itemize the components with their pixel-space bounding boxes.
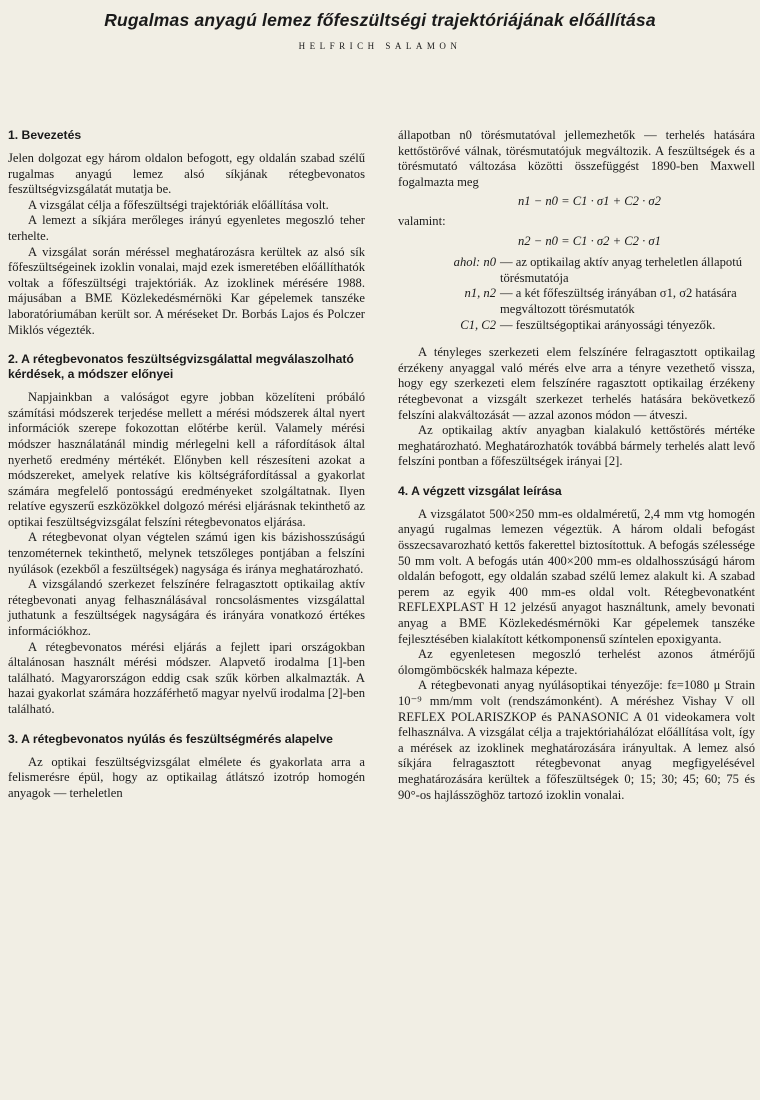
paragraph: Az egyenletesen megoszló terhelést azonos átmérőjű ólomgömböcskék halmaza képezte. bbox=[398, 647, 755, 677]
def-body: — az optikailag aktív anyag terheletlen állapotú törésmutatója bbox=[500, 255, 742, 285]
paragraph: A lemezt a síkjára merőleges irányú egyenletes megoszló teher terhelte. bbox=[8, 213, 365, 243]
paragraph: A vizsgálat célja a főfeszültségi trajektóriák előállítása volt. bbox=[28, 197, 329, 212]
paragraph: A rétegbevonat olyan végtelen számú igen kis bázishosszúságú tenzométernek tekinthető, melynek tetszőleges pontjában a felszíni nyúlások (ezekből a feszültségek) nagysága és iránya meghatározható. bbox=[8, 530, 365, 576]
section-heading-1: 1. Bevezetés bbox=[8, 128, 82, 142]
def-term: n1, n2 bbox=[464, 286, 496, 301]
paragraph: A vizsgálatot 500×250 mm-es oldalméretű, 2,4 mm vtg homogén anyagú rugalmas lemezen végeztük. A három oldali befogást összecsavarozható kettős fakerettel biztosítottuk. A befogás szélessége 50 mm volt. A befogás után 400×200 mm-es oldalhosszúságú három oldalán befogott, egy oldalán szabad szélű lemez alakult ki. A szabad perem az egyik 400 mm-es oldal volt. Rétegbevonatként REFLEXPLAST H 12 jelzésű anyagot használtunk, amely bevonati anyag a BME Közlekedésmérnöki Kar gépelemek tanszéke fejlesztésében kialakított kétkomponensű színtelen epoxigyanta. bbox=[398, 506, 755, 646]
paragraph: A vizsgálat során méréssel meghatározásra kerültek az alsó sík főfeszültségeinek izoklin vonalai, majd ezek ismeretében előállíthatók voltak a főfeszültségi trajektóriák. Az izoklinek mérésére 1988. májusában a BME Közlekedésmérnöki Kar gépelemek tanszéke laboratóriumában került sor. A méréseket Dr. Borbás Lajos és Polczer Miklós végezték. bbox=[8, 244, 365, 337]
symbol-definitions bbox=[398, 255, 755, 333]
author-name: HELFRICH SALAMON bbox=[298, 41, 462, 51]
def-term: C1, C2 bbox=[460, 317, 496, 332]
page-title: Rugalmas anyagú lemez főfeszültségi trajektóriájának előállítása bbox=[104, 10, 656, 30]
paragraph: Az optikailag aktív anyagban kialakuló kettőstörés mértéke meghatározható. Meghatározhatók továbbá bármely terhelés alatt levő felszíni pontban a főfeszültségek irányai [2]. bbox=[398, 423, 755, 469]
valamint-label: valamint: bbox=[398, 213, 446, 228]
section-heading-2: 2. A rétegbevonatos feszültségvizsgálattal megválaszolható kérdések, a módszer előnyei bbox=[8, 352, 354, 382]
paragraph: Napjainkban a valóságot egyre jobban közelíteni próbáló számítási módszerek terjedése mellett a mérési módszerek által nyert információk szerepe fokozottan előtérbe kerül. Valamely mérési módszer használatánál mindig mérlegelni kell a ráfordítások által nyerhető eredmény mértékét. Előnyben kell részesíteni azokat a módszereket, amelyek relatíve kis költségráfordítással a gyakorlat számára megfelelő pontosságú eredményeket szolgáltatnak. Ilyen relatíve egyszerű eszközökkel dolgozó mérési eljárásnak tekinthető az optikai feszültségvizsgálat felszíni rétegbevonatos eljárása. bbox=[8, 390, 365, 529]
paragraph: A tényleges szerkezeti elem felszínére felragasztott optikailag érzékeny anyaggal való mérés elve arra a tényre vezethető vissza, hogy egy szerkezeti elem felszínére ragasztott optikailag érzékeny rétegbevonat a vizsgált szerkezet terhelés hatására bekövetkező felszíni alakváltozását — azzal azonos módon — átveszi. bbox=[398, 345, 755, 422]
paragraph: Az optikai feszültségvizsgálat elmélete és gyakorlata arra a felismerésre épül, hogy az optikailag átlátszó izotróp homogén anyagok — terheletlen bbox=[8, 754, 365, 800]
left-column bbox=[8, 128, 365, 801]
def-body: — a két főfeszültség irányában σ1, σ2 hatására megváltozott törésmutatók bbox=[500, 286, 737, 316]
paragraph: Jelen dolgozat egy három oldalon befogott, egy oldalán szabad szélű rugalmas anyagú lemez alsó síkjának rétegbevonatos feszültségvizsgálatát mutatja be. bbox=[8, 151, 365, 197]
paragraph: A vizsgálandó szerkezet felszínére felragasztott optikailag aktív rétegbevonati anyag felhasználásával roncsolásmentes vizsgálattal juthatunk a feszültségek nagyságára és irányára vonatkozó értékes információkhoz. bbox=[8, 577, 365, 639]
paragraph: A rétegbevonati anyag nyúlásoptikai tényezője: fε=1080 μ Strain 10⁻⁹ mm/mm volt (rendszámonként). A méréshez Vishay V oll REFLEX POLARISZKOP és PANASONIC A 01 videokamera volt felhasználva. A vizsgálat célja a trajektóriahálózat előállítása volt, így a mérések az izoklinek meghatározására irányultak. A lemez alsó síkjára felragasztott rétegbevonat anyag megfigyelésével meghatározására kerültek a főfeszültségek 0; 15; 30; 45; 60; 75 és 90°-os hajlásszöghöz tartozó izoklin vonalai. bbox=[398, 678, 755, 802]
paragraph: A rétegbevonatos mérési eljárás a fejlett ipari országokban általánosan használt mérési módszer. Alapvető irodalma [1]-ben található. Magyarországon eddig csak szűk körben alkalmazták. A hazai gyakorlat számára hozzáférhető magyar nyelvű irodalma [2]-ben található. bbox=[8, 639, 365, 716]
equation-1: n1 − n0 = C1 · σ1 + C2 · σ2 bbox=[518, 194, 661, 209]
equation-2: n2 − n0 = C1 · σ2 + C2 · σ1 bbox=[518, 233, 661, 248]
paragraph: állapotban n0 törésmutatóval jellemezhetők — terhelés hatására kettőstörővé válnak, törésmutatójuk megváltozik. A feszültségek és a törésmutató változása közötti összefüggést 1890-ben Maxwell fogalmazta meg bbox=[398, 128, 755, 189]
def-term: ahol: n0 bbox=[453, 255, 496, 270]
section-heading-4: 4. A végzett vizsgálat leírása bbox=[398, 483, 562, 498]
right-column bbox=[398, 128, 755, 803]
section-heading-3: 3. A rétegbevonatos nyúlás és feszültségmérés alapelve bbox=[8, 731, 333, 746]
def-body: — feszültségoptikai arányossági tényezők. bbox=[500, 317, 716, 332]
